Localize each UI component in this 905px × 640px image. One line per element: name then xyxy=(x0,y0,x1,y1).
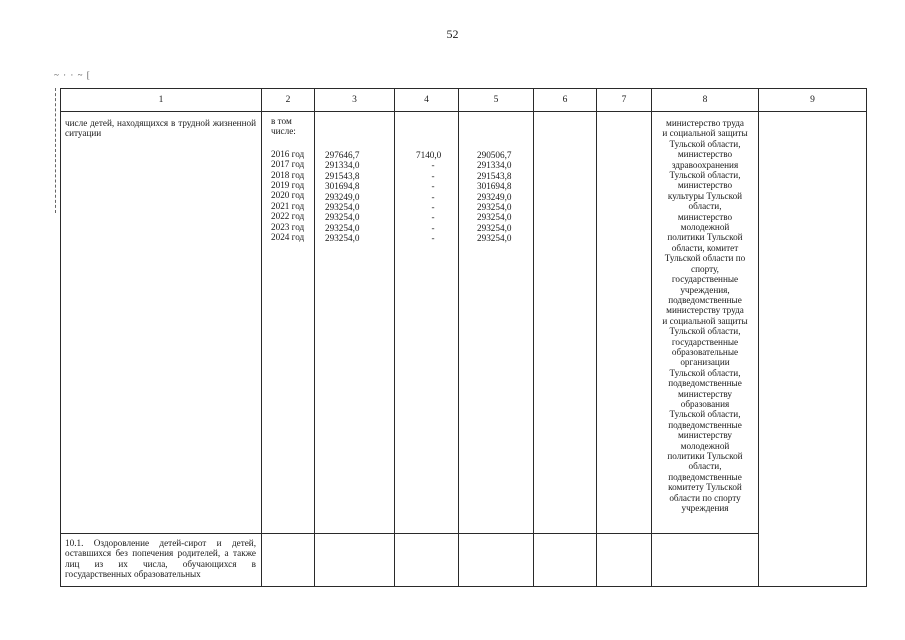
column-number-cell: 4 xyxy=(395,89,459,112)
total-amount-list xyxy=(317,112,392,244)
years-list xyxy=(271,149,312,243)
list-item: - xyxy=(431,191,435,202)
column-number-cell: 1 xyxy=(61,89,262,112)
years-cell xyxy=(262,112,315,534)
list-item: 301694,8 xyxy=(325,181,360,192)
regional-budget-cell xyxy=(459,112,534,534)
table-row xyxy=(61,112,867,534)
list-item: 291543,8 xyxy=(477,170,512,181)
list-item: 2023 год xyxy=(271,221,305,232)
column-number-cell: 6 xyxy=(534,89,597,112)
list-item: 293254,0 xyxy=(325,222,360,233)
list-item: 2016 год xyxy=(271,148,305,159)
column-number-cell: 2 xyxy=(262,89,315,112)
list-item: 293254,0 xyxy=(477,222,512,233)
including-label: в том числе: xyxy=(271,116,296,137)
extra-budget-cell xyxy=(597,534,652,587)
federal-budget-list xyxy=(397,112,456,244)
list-item: - xyxy=(431,170,435,181)
list-item: 293249,0 xyxy=(325,191,360,202)
total-amount-cell xyxy=(315,534,395,587)
regional-budget-cell xyxy=(459,534,534,587)
column-number-cell: 3 xyxy=(315,89,395,112)
list-item: 2020 год xyxy=(271,190,305,201)
list-item: - xyxy=(431,212,435,223)
list-item: 2019 год xyxy=(271,180,305,191)
years-cell xyxy=(262,534,315,587)
list-item: 293249,0 xyxy=(477,191,512,202)
list-item: 293254,0 xyxy=(325,233,360,244)
measure-description-cell xyxy=(61,112,262,534)
list-item: 2021 год xyxy=(271,200,305,211)
list-item: 293254,0 xyxy=(325,202,360,213)
expected-results-cell xyxy=(759,112,867,587)
federal-budget-cell xyxy=(395,534,459,587)
list-item: 291334,0 xyxy=(477,160,512,171)
list-item: 2024 год xyxy=(271,232,305,243)
list-item: 301694,8 xyxy=(477,181,512,192)
extra-budget-cell xyxy=(597,112,652,534)
regional-budget-list xyxy=(461,112,531,244)
federal-budget-cell xyxy=(395,112,459,534)
page-number: 52 xyxy=(446,27,459,41)
total-amount-cell xyxy=(315,112,395,534)
program-funding-table xyxy=(60,88,867,587)
column-number-cell: 5 xyxy=(459,89,534,112)
column-number-row xyxy=(61,89,867,112)
list-item: 290506,7 xyxy=(477,150,512,160)
list-item: 297646,7 xyxy=(325,150,360,160)
list-item: 291543,8 xyxy=(325,170,360,181)
list-item: - xyxy=(431,222,435,233)
list-item: 291334,0 xyxy=(325,160,360,171)
responsible-executors-cell xyxy=(652,112,759,534)
column-number-cell: 9 xyxy=(759,89,867,112)
local-budget-cell xyxy=(534,534,597,587)
list-item: - xyxy=(431,181,435,192)
column-number-cell: 8 xyxy=(652,89,759,112)
responsible-executors: министерство труда и социальной защиты Тульской области, министерство здравоохранения Тульской области, министерство культуры Тульской области, министерство молодежной политики Тульской области, комитет Тульской области по спорту, государственные учреждения, подведомственные министерству труда и социальной защиты Тульской области, государственные образовательные организации Тульской области, подведомственные министерству образования Тульской области, подведомственные министерству молодежной политики Тульской области, подведомственные комитету Тульской области по спорту учреждения xyxy=(662,118,748,514)
list-item: 2017 год xyxy=(271,159,305,170)
table-row xyxy=(61,534,867,587)
binding-edge-mark xyxy=(55,88,58,213)
measure-description: 10.1. Оздоровление детей-сирот и детей, оставшихся без попечения родителей, а также лиц из их числа, обучающихся в государственных образовательных xyxy=(65,538,256,580)
local-budget-cell xyxy=(534,112,597,534)
list-item: 293254,0 xyxy=(325,212,360,223)
list-item: 7140,0 xyxy=(416,150,442,160)
responsible-executors-cell xyxy=(652,534,759,587)
list-item: 2018 год xyxy=(271,169,305,180)
measure-description-cell xyxy=(61,534,262,587)
list-item: - xyxy=(431,233,435,244)
list-item: - xyxy=(431,160,435,171)
list-item: - xyxy=(431,202,435,213)
list-item: 293254,0 xyxy=(477,233,512,244)
list-item: 293254,0 xyxy=(477,202,512,213)
scan-artifact-marks: ~ · · ~ [ xyxy=(54,70,91,80)
measure-description: числе детей, находящихся в трудной жизненной ситуации xyxy=(65,118,256,139)
column-number-cell: 7 xyxy=(597,89,652,112)
list-item: 293254,0 xyxy=(477,212,512,223)
list-item: 2022 год xyxy=(271,211,305,222)
